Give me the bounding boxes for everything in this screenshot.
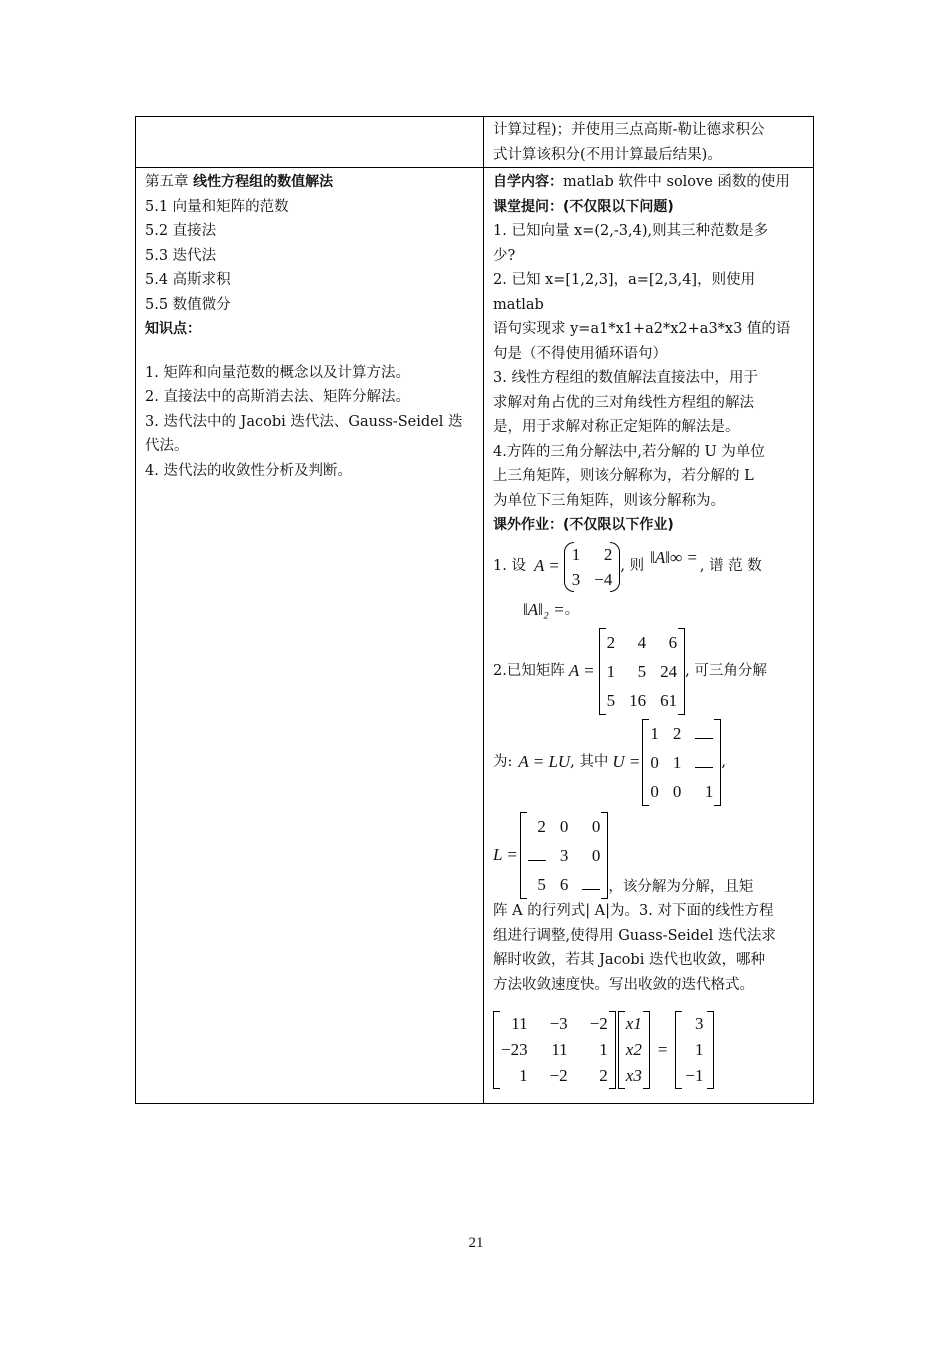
knowledge-point: 2. 直接法中的高斯消去法、矩阵分解法。 <box>145 389 410 405</box>
matrix-cell: −2 <box>549 1066 568 1085</box>
section-item: 5.2 直接法 <box>145 223 217 239</box>
left-cell <box>136 168 484 1104</box>
section-item: 5.4 高斯求积 <box>145 272 231 288</box>
hw1-prefix: 1. 设 <box>493 558 526 575</box>
hw1-mid-text: , 则 <box>620 558 645 575</box>
question-line: 1. 已知向量 x=(2,-3,4),则其三种范数是多 <box>493 223 769 239</box>
matrix-cell: 24 <box>660 662 678 681</box>
knowledge-heading: 知识点： <box>145 321 201 337</box>
matrix-cell: 61 <box>660 691 678 710</box>
knowledge-point: 1. 矩阵和向量范数的概念以及计算方法。 <box>145 364 410 381</box>
hw1-matrix <box>564 542 621 592</box>
matrix-cell: 2 <box>606 633 616 652</box>
section-item: 5.5 数值微分 <box>145 296 231 313</box>
question-line: 语句实现求 y=a1*x1+a2*x2+a3*x3 值的语 <box>493 321 791 337</box>
matrix-cell: 4 <box>637 633 647 652</box>
vector-cell: x1 <box>625 1014 642 1033</box>
question-line: 句是（不得使用循环语句） <box>493 345 667 362</box>
matrix-cell: 6 <box>668 633 678 652</box>
homework-heading: 课外作业：(不仅限以下作业) <box>493 517 674 533</box>
top-right-cell <box>484 117 814 168</box>
hw1-line-2 <box>523 598 804 623</box>
matrix-cell: −23 <box>501 1040 528 1059</box>
matrix-cell: 2 <box>599 1066 608 1085</box>
hw2-l-line <box>493 812 804 899</box>
matrix-cell: 1 <box>672 753 682 772</box>
hw2-l-matrix <box>520 812 609 899</box>
questions-heading: 课堂提问：(不仅限以下问题) <box>493 198 674 215</box>
matrix-cell: −4 <box>594 569 613 589</box>
table-row-chapter <box>136 168 814 1104</box>
top-right-line-2: 式计算该积分(不用计算最后结果)。 <box>493 146 722 163</box>
question-line: 上三角矩阵，则该分解称为，若分解的 L <box>493 468 754 484</box>
hw3-line: 组进行调整,使得用 Guass-Seidel 迭代法求 <box>493 927 776 944</box>
matrix-cell: 1 <box>571 544 581 564</box>
matrix-blank <box>528 841 546 870</box>
hw1-tail: , 谱 范 数 <box>699 558 762 575</box>
matrix-cell: 2 <box>537 817 546 836</box>
matrix-cell: 1 <box>606 662 616 681</box>
vector-cell: −1 <box>685 1066 704 1085</box>
hw1-norm-2: ‖A‖₂ = <box>523 599 565 619</box>
chapter-prefix: 第五章 <box>145 174 189 190</box>
matrix-cell: 3 <box>571 569 581 589</box>
hw1-line <box>493 542 804 592</box>
matrix-cell: 1 <box>650 724 659 743</box>
matrix-cell: 16 <box>629 691 647 710</box>
hw2-after-l: ，该分解为分解，且矩 <box>608 878 754 895</box>
vector-cell: x3 <box>625 1066 642 1085</box>
matrix-cell: 5 <box>537 875 546 894</box>
section-item: 5.1 向量和矩阵的范数 <box>145 198 289 215</box>
matrix-cell: 1 <box>704 782 714 801</box>
matrix-cell: 6 <box>559 875 569 894</box>
hw3-system <box>493 1011 804 1089</box>
question-line: 为单位下三角矩阵，则该分解称为。 <box>493 492 725 509</box>
hw3-x-vector <box>618 1011 650 1089</box>
knowledge-point: 3. 迭代法中的 Jacobi 迭代法、Gauss-Seidel 迭 <box>145 413 463 430</box>
knowledge-point: 代法。 <box>145 438 189 454</box>
matrix-cell: 0 <box>591 817 601 836</box>
vector-cell: 3 <box>695 1014 704 1033</box>
matrix-cell: 0 <box>650 753 659 772</box>
hw2-as-label: 为: <box>493 754 513 771</box>
table-row-top <box>136 117 814 168</box>
matrix-cell: −2 <box>589 1014 608 1033</box>
knowledge-point: 4. 迭代法的收敛性分析及判断。 <box>145 462 352 479</box>
hw1-end: 。 <box>564 601 580 618</box>
hw3-line: 方法收敛速度快。写出收敛的迭代格式。 <box>493 976 754 993</box>
matrix-cell: 5 <box>637 662 647 681</box>
matrix-cell: 0 <box>650 782 659 801</box>
hw2-continued: 阵 A 的行列式| A|为。3. 对下面的线性方程 <box>493 903 774 919</box>
matrix-cell: 1 <box>519 1066 528 1085</box>
hw2-comma: , <box>721 754 726 771</box>
hw2-matrix <box>599 628 686 715</box>
hw2-where-u: , 其中 <box>570 754 609 771</box>
matrix-blank <box>695 748 713 777</box>
hw2-prefix: 2.已知矩阵 <box>493 663 565 680</box>
hw2-l-label: L = <box>493 845 518 865</box>
hw1-norm-inf: ‖A‖∞ = <box>650 548 698 568</box>
vector-cell: x2 <box>625 1040 642 1059</box>
hw3-equals: = <box>657 1039 668 1059</box>
right-cell <box>484 168 814 1104</box>
matrix-cell: 2 <box>672 724 682 743</box>
hw3-coef-matrix <box>493 1011 616 1089</box>
matrix-cell: 3 <box>559 846 569 865</box>
question-line: 4.方阵的三角分解法中,若分解的 U 为单位 <box>493 443 765 460</box>
question-line: 3. 线性方程组的数值解法直接法中，用于 <box>493 370 758 386</box>
section-item: 5.3 迭代法 <box>145 247 217 264</box>
vector-cell: 1 <box>695 1040 704 1059</box>
top-left-cell <box>136 117 484 168</box>
matrix-cell: 0 <box>672 782 682 801</box>
page-number: 21 <box>468 1235 484 1251</box>
matrix-cell: 1 <box>599 1040 608 1059</box>
chapter-heading <box>145 170 474 195</box>
question-line: 少? <box>493 247 516 264</box>
question-line: 是，用于求解对称正定矩阵的解法是。 <box>493 419 740 435</box>
spacer <box>145 342 474 361</box>
hw1-a-label: A = <box>533 556 560 576</box>
matrix-blank <box>582 870 600 899</box>
hw3-line: 解时收敛，若其 Jacobi 迭代也收敛，哪种 <box>493 952 765 968</box>
top-right-line-1: 计算过程)；并使用三点高斯-勒让德求积公 <box>493 122 765 138</box>
self-study-text: matlab 软件中 solove 函数的使用 <box>563 174 790 190</box>
matrix-cell: 0 <box>559 817 569 836</box>
self-study-line <box>493 170 804 195</box>
hw3-rhs-vector <box>675 1011 713 1089</box>
matrix-cell: −3 <box>549 1014 568 1033</box>
matrix-cell: 5 <box>606 691 616 710</box>
matrix-cell: 11 <box>511 1014 528 1033</box>
hw2-lu-line <box>493 719 804 806</box>
matrix-blank <box>695 719 713 748</box>
hw2-a-label: A = <box>568 661 595 681</box>
hw2-lu: A = LU <box>518 752 571 772</box>
syllabus-table <box>135 116 814 1104</box>
hw2-u-matrix <box>642 719 721 806</box>
hw2-line <box>493 628 804 715</box>
matrix-cell: 0 <box>591 846 601 865</box>
question-line: 求解对角占优的三对角线性方程组的解法 <box>493 394 754 411</box>
question-line: 2. 已知 x=[1,2,3]，a=[2,3,4]，则使用 matlab <box>493 272 756 313</box>
chapter-title: 线性方程组的数值解法 <box>193 174 334 190</box>
hw2-u-label: U = <box>612 752 641 772</box>
matrix-cell: 11 <box>551 1040 568 1059</box>
matrix-cell: 2 <box>603 544 613 564</box>
self-study-label: 自学内容： <box>493 174 563 190</box>
hw2-after-a: , 可三角分解 <box>685 663 767 680</box>
